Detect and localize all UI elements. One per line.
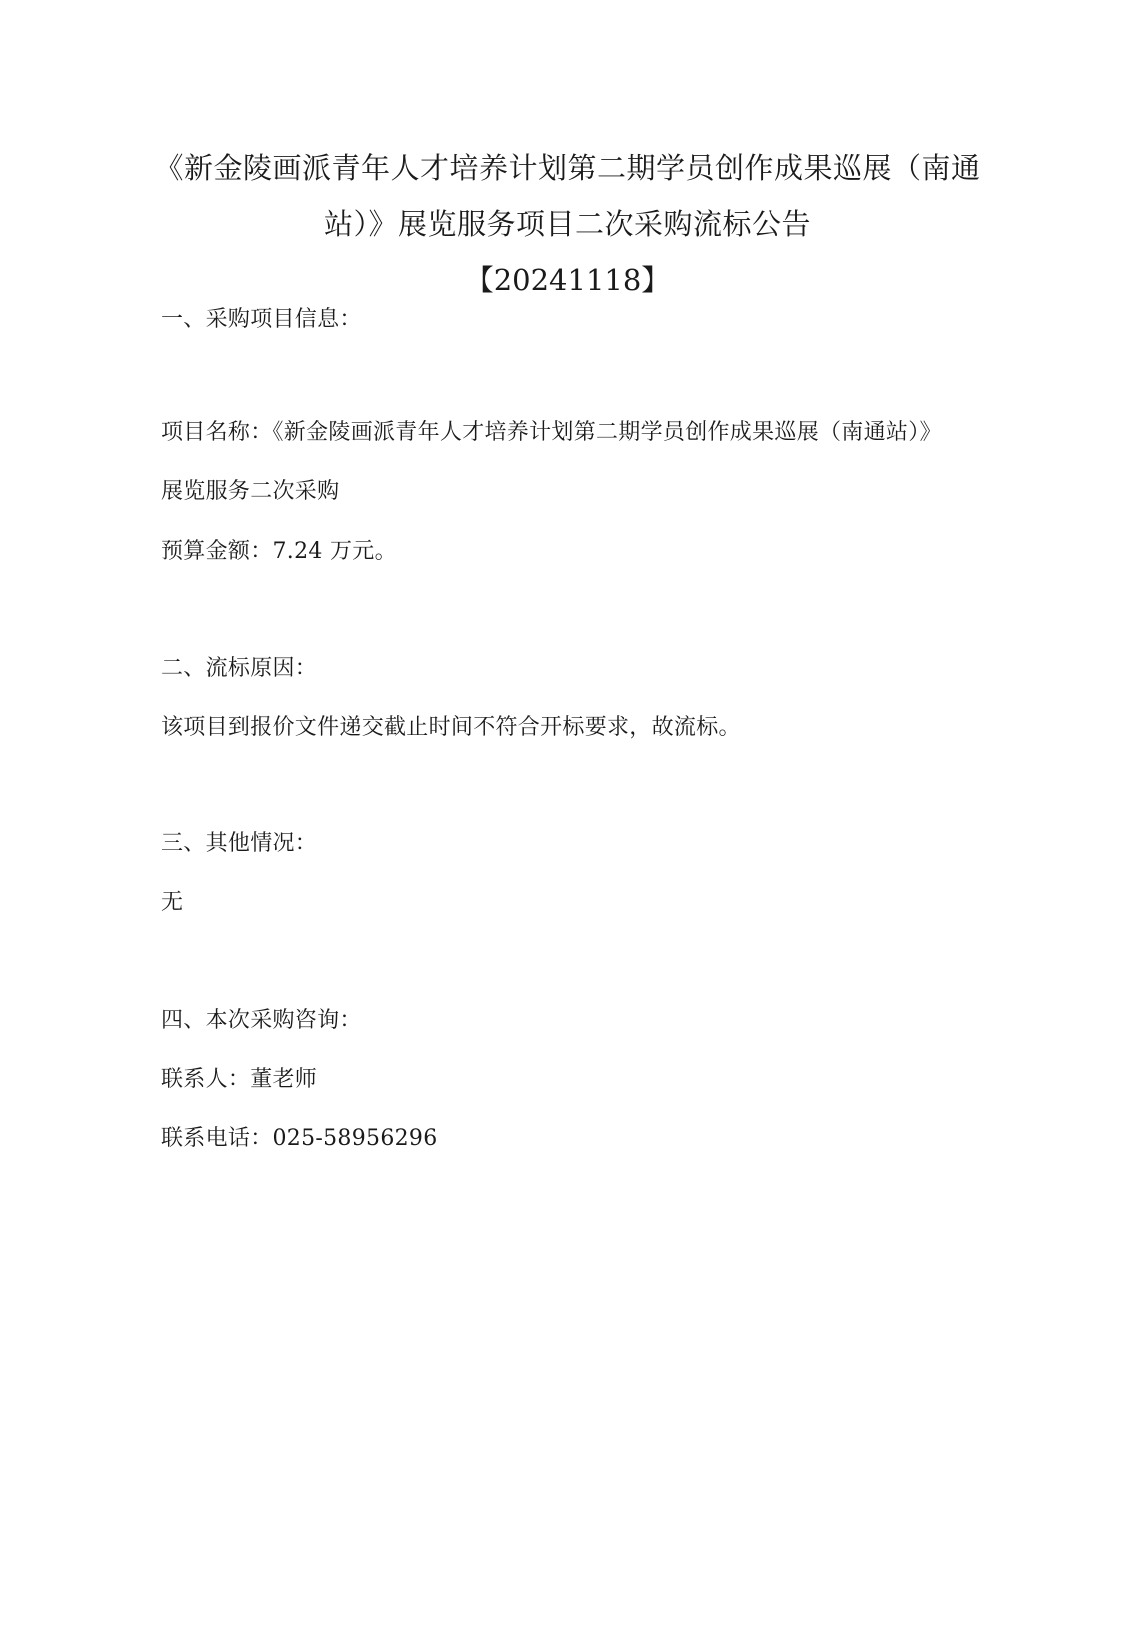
- failure-reason: 该项目到报价文件递交截止时间不符合开标要求，故流标。: [161, 715, 741, 740]
- section-1-heading: 一、采购项目信息：: [161, 307, 362, 332]
- section-2-heading: 二、流标原因：: [161, 656, 318, 681]
- project-name-line-2: 展览服务二次采购: [161, 479, 340, 504]
- section-4-heading: 四、本次采购咨询：: [161, 1008, 362, 1033]
- announcement-title: [150, 140, 985, 308]
- budget-amount: 预算金额：7.24 万元。: [161, 539, 397, 564]
- other-situation: 无: [161, 890, 184, 915]
- project-name-line-1: 项目名称：《新金陵画派青年人才培养计划第二期学员创作成果巡展（南通站）》: [161, 420, 942, 445]
- contact-phone: 联系电话：025-58956296: [161, 1126, 438, 1151]
- contact-person: 联系人：董老师: [161, 1067, 318, 1092]
- section-3-heading: 三、其他情况：: [161, 831, 318, 856]
- title-line-1: 《新金陵画派青年人才培养计划第二期学员创作成果巡展（南通: [154, 151, 981, 185]
- title-line-2: 站）》展览服务项目二次采购流标公告: [323, 207, 811, 241]
- announcement-code: 【20241118】: [464, 263, 671, 297]
